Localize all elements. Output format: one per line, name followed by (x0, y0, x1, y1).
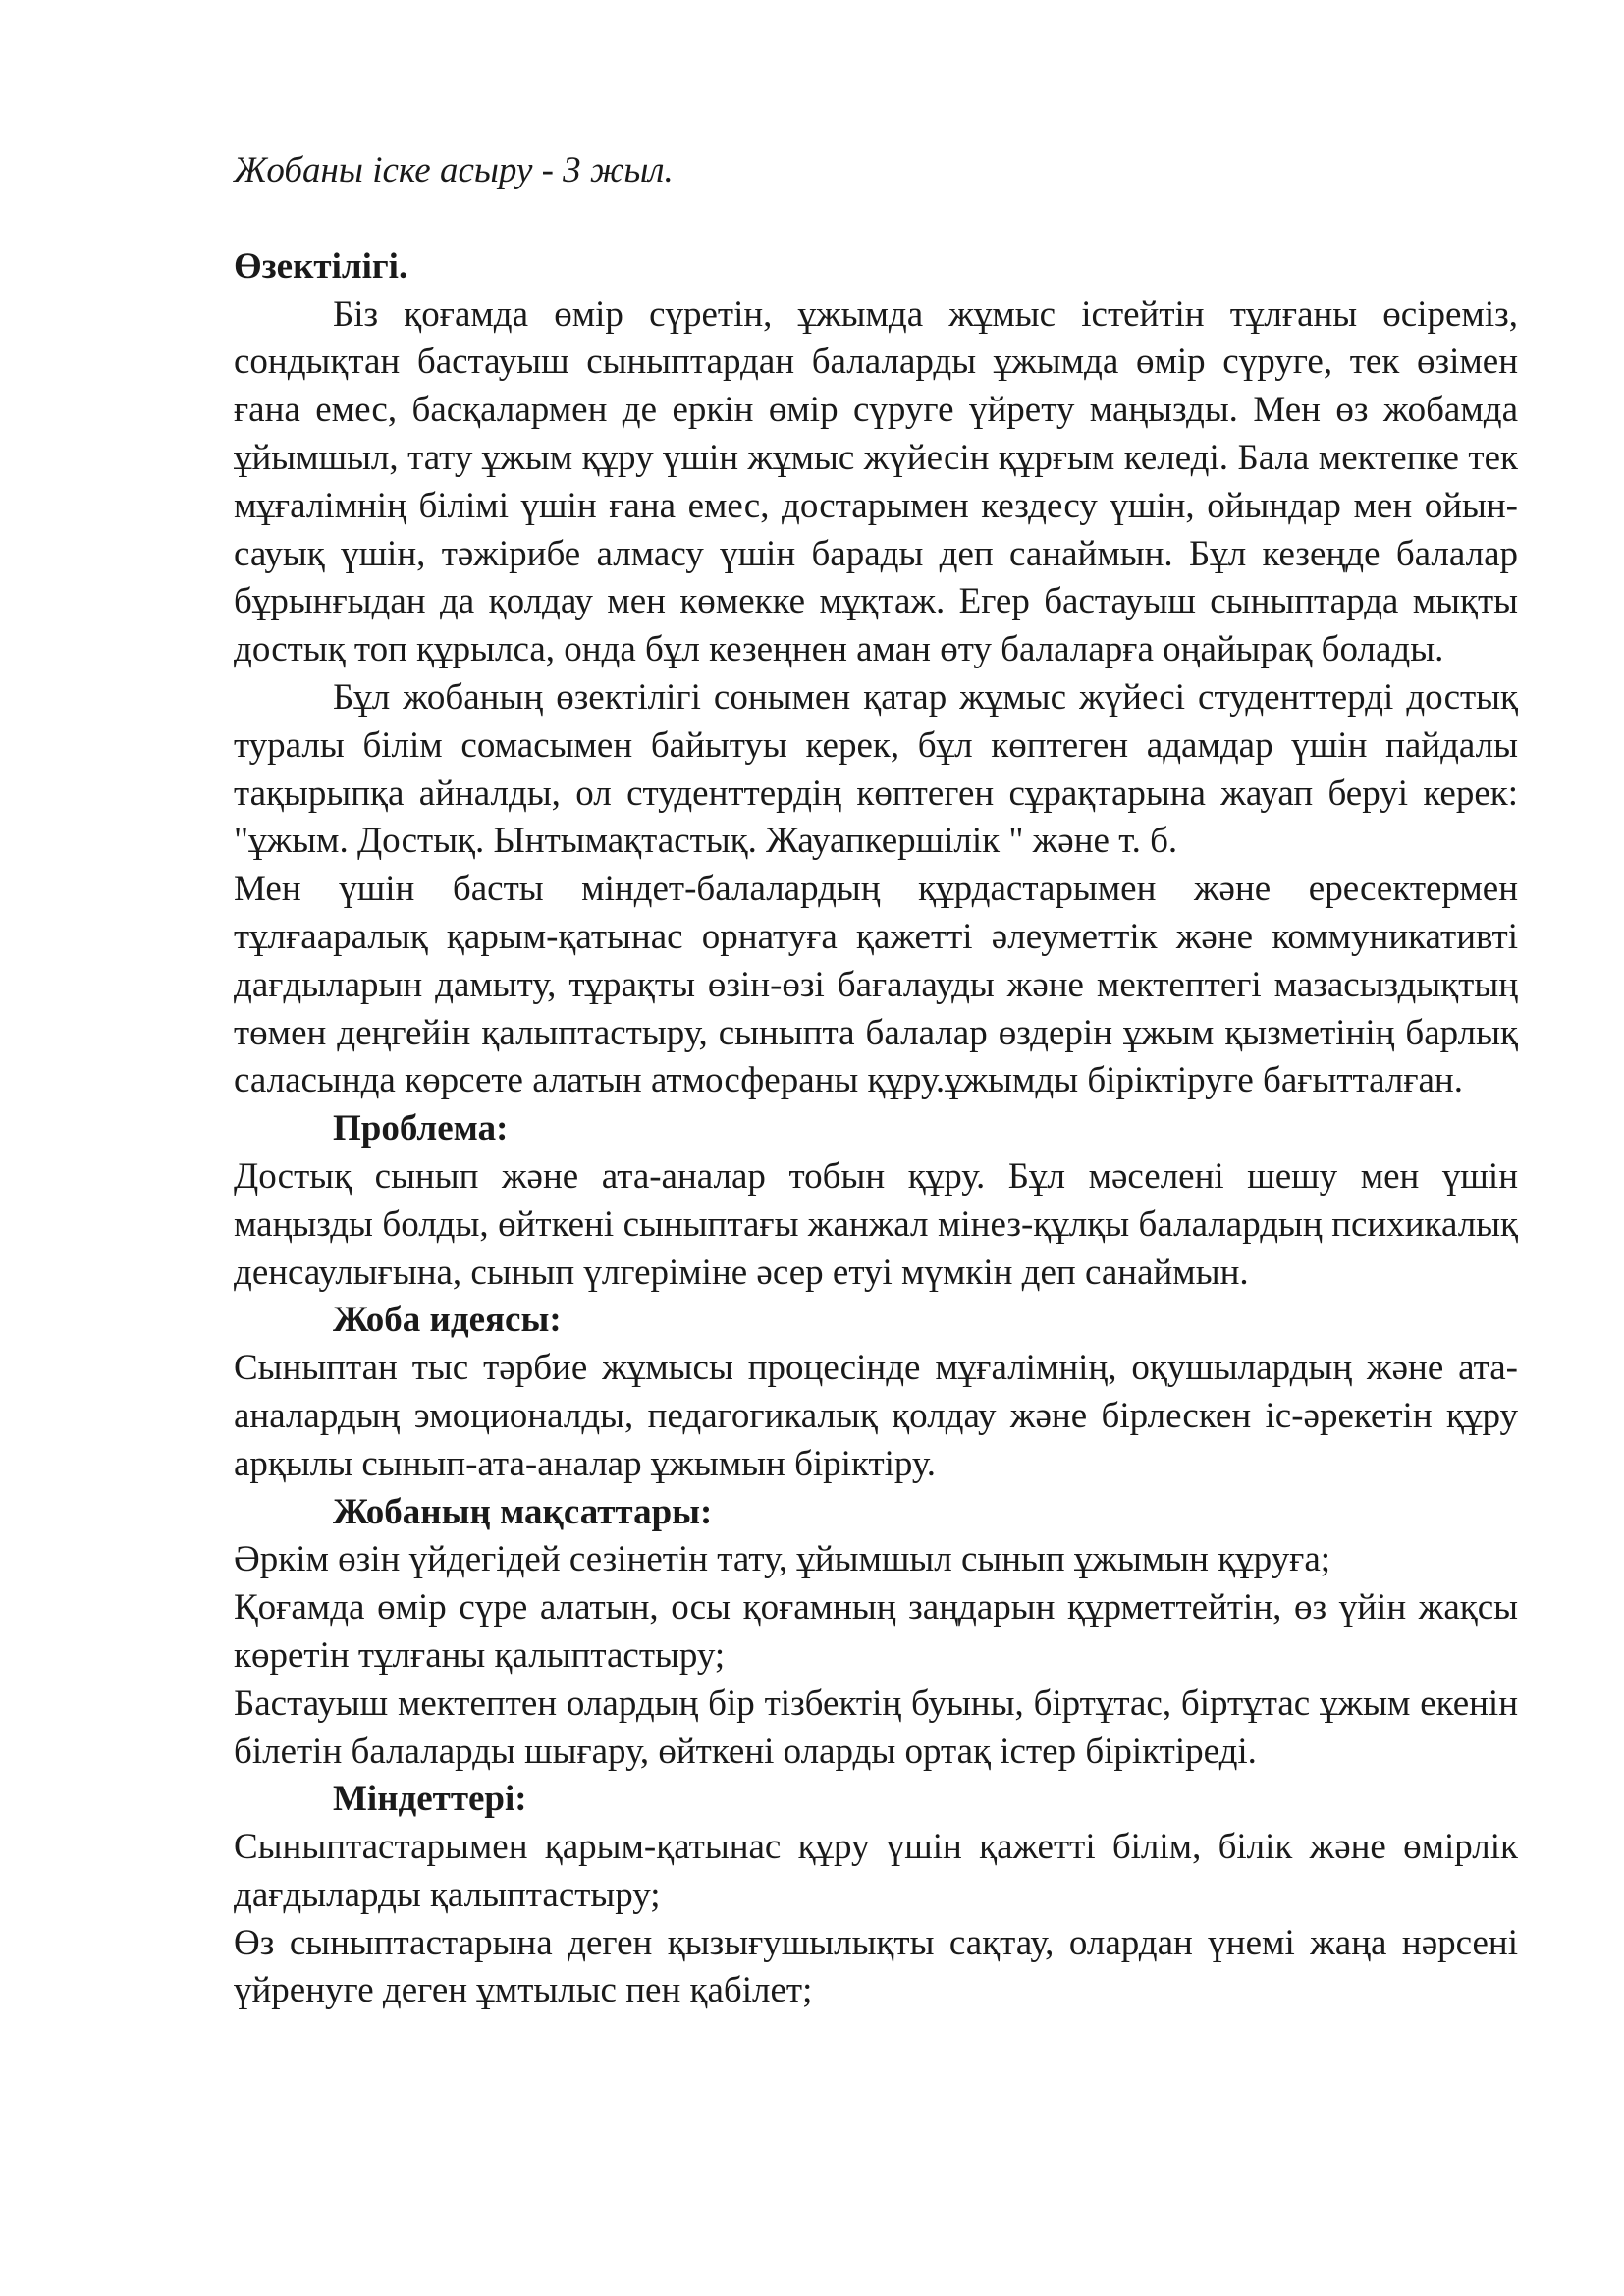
idea-heading: Жоба идеясы: (333, 1300, 562, 1341)
idea-text: Сыныптан тыс тәрбие жұмысы процесінде мұғалімнің, оқушылардың және ата-аналардың эмоционалды, педагогикалық қолдау және бірлескен іс-әрекетін құру арқылы сынып-ата-аналар ұжымын біріктіру. (234, 1348, 1518, 1484)
task-item: Өз сыныптастарына деген қызығушылықты сақтау, олардан үнемі жаңа нәрсені үйренуге деген ұмтылыс пен қабілет; (234, 1922, 1518, 2011)
goals-heading: Жобаның мақсаттары: (333, 1491, 713, 1532)
relevance-paragraph-1: Біз қоғамда өмір сүретін, ұжымда жұмыс істейтін тұлғаны өсіреміз, сондықтан бастауыш сыныптардан балаларды ұжымда өмір сүруге, тек өзімен ғана емес, басқалармен де еркін өмір сүруге үйрету маңызды. Мен өз жобамда ұйымшыл, тату ұжым құру үшін жұмыс жүйесін құрғым келеді. Бала мектепке тек мұғалімнің білімі үшін ғана емес, достарымен кездесу үшін, ойындар мен ойын-сауық үшін, тәжірибе алмасу үшін барады деп санаймын. Бұл кезеңде балалар бұрынғыдан да қолдау мен көмекке мұқтаж. Егер бастауыш сыныптарда мықты достық топ құрылса, онда бұл кезеңнен аман өту балаларға оңайырақ болады. (234, 294, 1518, 670)
relevance-paragraph-2: Бұл жобаның өзектілігі сонымен қатар жұмыс жүйесі студенттерді достық туралы білім сомасымен байытуы керек, бұл көптеген адамдар үшін пайдалы тақырыпқа айналды, ол студенттердің көптеген сұрақтарына жауап беруі керек: "ұжым. Достық. Ынтымақтастық. Жауапкершілік " және т. б. (234, 676, 1518, 862)
task-item: Сыныптастарымен қарым-қатынас құру үшін қажетті білім, білік және өмірлік дағдыларды қалыптастыру; (234, 1827, 1518, 1915)
problem-heading: Проблема: (333, 1108, 509, 1149)
problem-text: Достық сынып және ата-аналар тобын құру. Бұл мәселені шешу мен үшін маңызды болды, өйткені сыныптағы жанжал мінез-құлқы балалардың психикалық денсаулығына, сынып үлгеріміне әсер етуі мүмкін деп санаймын. (234, 1155, 1518, 1293)
goal-item: Бастауыш мектептен олардың бір тізбектің буыны, біртұтас, біртұтас ұжым екенін білетін балаларды шығару, өйткені оларды ортақ істер біріктіреді. (234, 1682, 1518, 1772)
implementation-note: Жобаны іске асыру - 3 жыл. (234, 150, 674, 190)
document-page (234, 147, 1518, 2015)
goal-item: Әркім өзін үйдегідей сезінетін тату, ұйымшыл сынып ұжымын құруға; (234, 1539, 1331, 1580)
tasks-heading: Міндеттері: (333, 1779, 527, 1820)
goal-item: Қоғамда өмір сүре алатын, осы қоғамның заңдарын құрметтейтін, өз үйін жақсы көретін тұлғаны қалыптастыру; (234, 1587, 1518, 1676)
relevance-paragraph-3: Мен үшін басты міндет-балалардың құрдастарымен және ересектермен тұлғааралық қарым-қатынас орнатуға қажетті әлеуметтік және коммуникативті дағдыларын дамыту, тұрақты өзін-өзі бағалауды және мектептегі мазасыздықтың төмен деңгейін қалыптастыру, сыныпта балалар өздерін ұжым қызметінің барлық саласында көрсете алатын атмосфераны құру.ұжымды біріктіруге бағытталған. (234, 869, 1518, 1101)
relevance-heading: Өзектілігі. (234, 245, 408, 287)
